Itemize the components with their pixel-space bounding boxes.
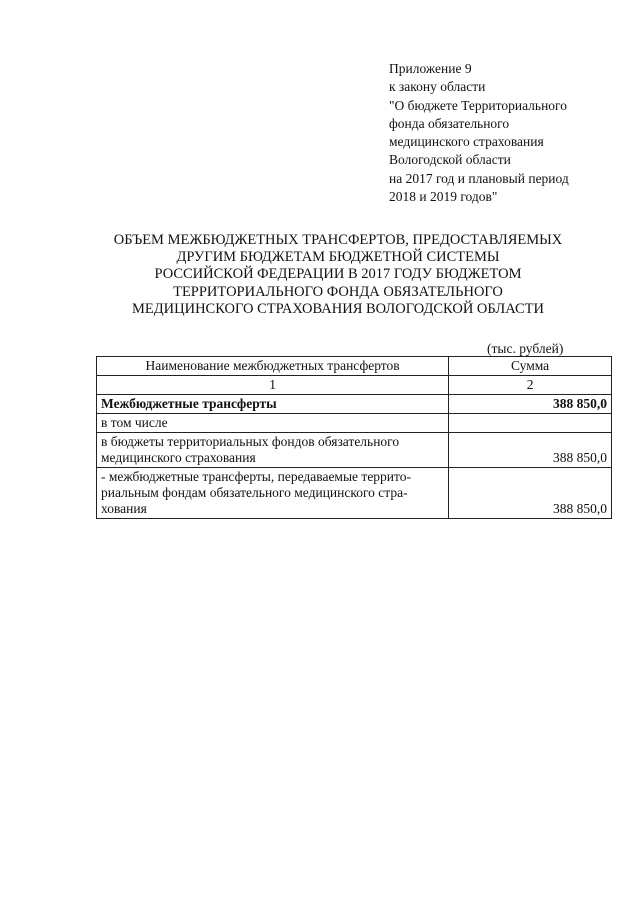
row-amount: 388 850,0 [449, 433, 612, 468]
title-line: ОБЪЕМ МЕЖБЮДЖЕТНЫХ ТРАНСФЕРТОВ, ПРЕДОСТАВЛЯЕМЫХ [113, 232, 563, 248]
column-number: 2 [449, 376, 612, 395]
row-name [97, 395, 449, 414]
row-name-line: в том числе [101, 415, 168, 430]
row-name [97, 433, 449, 468]
appendix-line: на 2017 год и плановый период [389, 170, 569, 186]
header-sum: Сумма [449, 357, 612, 376]
row-name [97, 414, 449, 433]
table-row [97, 433, 612, 468]
row-amount: 388 850,0 [449, 395, 612, 414]
appendix-line: Вологодской области [389, 152, 511, 168]
appendix-line: фонда обязательного [389, 115, 510, 131]
title-line: РОССИЙСКОЙ ФЕДЕРАЦИИ В 2017 ГОДУ БЮДЖЕТОМ [154, 266, 522, 283]
document-title [96, 232, 580, 318]
unit-note: (тыс. рублей) [487, 341, 564, 356]
title-line: МЕДИЦИНСКОГО СТРАХОВАНИЯ ВОЛОГОДСКОЙ ОБЛАСТИ [132, 300, 544, 317]
appendix-line: к закону области [389, 79, 486, 95]
row-name-line: хования [101, 501, 147, 516]
appendix-line: медицинского страхования [389, 134, 544, 150]
appendix-line: 2018 и 2019 годов" [389, 189, 498, 205]
row-name [97, 468, 449, 519]
table-number-row [97, 376, 612, 395]
table-row [97, 468, 612, 519]
table-header-row [97, 357, 612, 376]
table-row [97, 395, 612, 414]
row-name-line: в бюджеты территориальных фондов обязательного [101, 434, 400, 449]
header-name: Наименование межбюджетных трансфертов [97, 357, 449, 376]
appendix-reference [389, 60, 569, 206]
appendix-line: Приложение 9 [389, 61, 472, 76]
appendix-line: "О бюджете Территориального [389, 97, 568, 113]
row-name-line: риальным фондам обязательного медицинского стра- [101, 485, 408, 500]
title-line: ДРУГИМ БЮДЖЕТАМ БЮДЖЕТНОЙ СИСТЕМЫ [176, 249, 500, 266]
row-name-line: медицинского страхования [101, 450, 256, 465]
row-amount: 388 850,0 [449, 468, 612, 519]
title-line: ТЕРРИТОРИАЛЬНОГО ФОНДА ОБЯЗАТЕЛЬНОГО [173, 283, 503, 300]
row-name-line: Межбюджетные трансферты [101, 396, 277, 411]
row-amount [449, 414, 612, 433]
column-number: 1 [97, 376, 449, 395]
transfers-table [96, 356, 612, 519]
row-name-line: - межбюджетные трансферты, передаваемые террито- [101, 469, 411, 484]
table-row [97, 414, 612, 433]
